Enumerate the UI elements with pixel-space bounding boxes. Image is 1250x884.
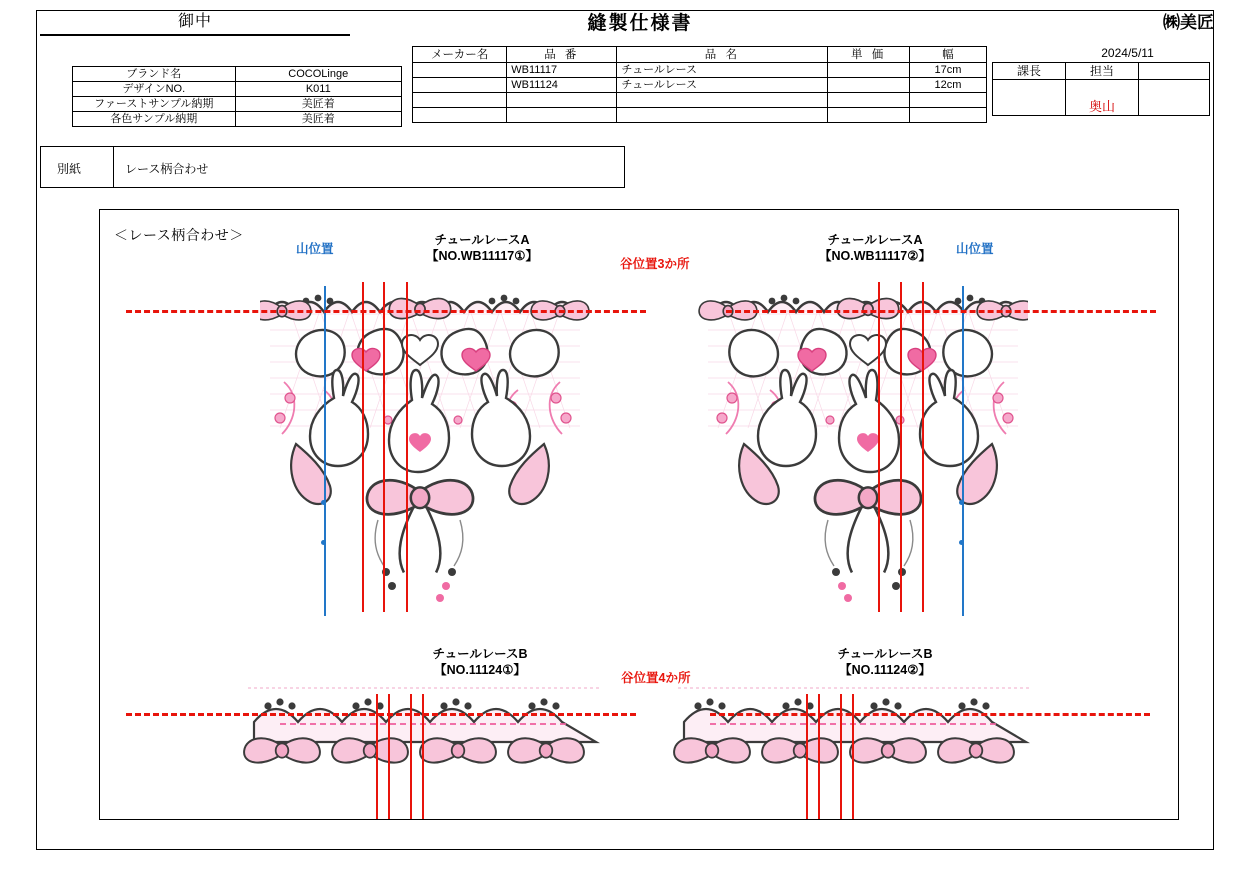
cell-number [507,93,617,108]
cell-price [828,108,909,123]
lace-a-left-caption [392,232,572,264]
lace-b-right-caption [790,646,980,678]
lace-a-right-illustration [698,278,1028,608]
cell-name: チュールレース [617,63,828,78]
cell-maker [413,93,507,108]
table-row [413,63,987,78]
peak-label-right: 山位置 [956,242,994,256]
approval-header-staff: 担当 [1065,63,1138,80]
cell-number [507,108,617,123]
cell-price [828,78,909,93]
lace-a-left-illustration [260,278,590,608]
lace-a-right-caption [780,232,970,264]
table-row [73,67,402,82]
alignment-line-b-right [710,713,1150,716]
col-number: 品 番 [507,47,617,63]
cell-width [909,93,986,108]
attachment-divider [113,147,114,187]
table-row [413,93,987,108]
valley-label-a: 谷位置3か所 [620,257,690,271]
brand-value: COCOLinge [235,67,401,82]
cell-price [828,63,909,78]
table-row [413,108,987,123]
cell-width: 17cm [909,63,986,78]
lace-b-left-name: チュールレースB [432,647,528,661]
lace-a-left-code: 【NO.WB11117①】 [426,249,538,263]
attachment-text: レース柄合わせ [125,162,209,176]
cell-width [909,108,986,123]
addressee-block [40,8,350,36]
col-name: 品 名 [617,47,828,63]
table-header-row [413,47,987,63]
cell-name [617,93,828,108]
alignment-line-a-right [726,310,1156,313]
lace-b-left-code: 【NO.11124①】 [434,663,526,677]
cell-maker [413,63,507,78]
design-no-value: K011 [235,82,401,97]
col-price: 単 価 [828,47,909,63]
document-date: 2024/5/11 [1101,46,1154,60]
approval-header-manager: 課長 [993,63,1066,80]
lace-b-left-illustration [240,680,610,810]
lace-diagram-frame [99,209,1179,820]
diagram-title: ＜レース柄合わせ＞ [114,227,244,243]
lace-a-right-name: チュールレースA [827,233,923,247]
valley-line-a-right-2 [900,282,902,612]
approval-signature-blank [1139,80,1210,116]
lace-b-right-code: 【NO.11124②】 [839,663,931,677]
col-maker: メーカー名 [413,47,507,63]
valley-line-a-left-2 [383,282,385,612]
peak-line-right-dot-2 [959,540,964,545]
items-table [412,46,987,123]
alignment-line-a-left [126,310,646,313]
addressee-text: 御中 [177,13,212,30]
cell-number: WB11117 [507,63,617,78]
approval-header-blank [1139,63,1210,80]
brand-label: ブランド名 [73,67,236,82]
valley-label-b: 谷位置4か所 [621,671,691,685]
peak-line-right-dot-1 [959,500,964,505]
table-row [73,97,402,112]
cell-price [828,93,909,108]
lace-b-right-name: チュールレースB [837,647,933,661]
lace-b-left-caption [385,646,575,678]
company-name: ㈱美匠 [1163,13,1214,32]
attachment-label: 別紙 [57,162,82,176]
table-row [993,80,1210,116]
approval-signature-staff: 奥山 [1065,80,1138,116]
addressee-rule [40,34,350,36]
approval-table [992,62,1210,116]
cell-number: WB11124 [507,78,617,93]
attachment-box [40,146,625,188]
peak-line-right [962,286,964,616]
valley-line-a-left-1 [362,282,364,612]
design-no-label: デザインNO. [73,82,236,97]
valley-line-a-left-3 [406,282,408,612]
page-title: 縫製仕様書 [587,13,693,34]
table-row [73,112,402,127]
table-header-row [993,63,1210,80]
valley-line-a-right-3 [922,282,924,612]
peak-line-left [324,286,326,616]
cell-name: チュールレース [617,78,828,93]
lace-a-left-name: チュールレースA [434,233,530,247]
lace-a-right-code: 【NO.WB11117②】 [819,249,931,263]
table-row [73,82,402,97]
peak-line-left-dot-2 [321,540,326,545]
lace-b-right-illustration [670,680,1040,810]
approval-signature-manager [993,80,1066,116]
peak-line-left-dot-1 [321,500,326,505]
table-row [413,78,987,93]
cell-maker [413,108,507,123]
color-sample-label: 各色サンプル納期 [73,112,236,127]
peak-label-left: 山位置 [296,242,334,256]
col-width: 幅 [909,47,986,63]
cell-maker [413,78,507,93]
color-sample-value: 美匠着 [235,112,401,127]
first-sample-label: ファーストサンプル納期 [73,97,236,112]
cell-width: 12cm [909,78,986,93]
brand-table [72,66,402,127]
alignment-line-b-left [126,713,636,716]
first-sample-value: 美匠着 [235,97,401,112]
valley-line-a-right-1 [878,282,880,612]
cell-name [617,108,828,123]
